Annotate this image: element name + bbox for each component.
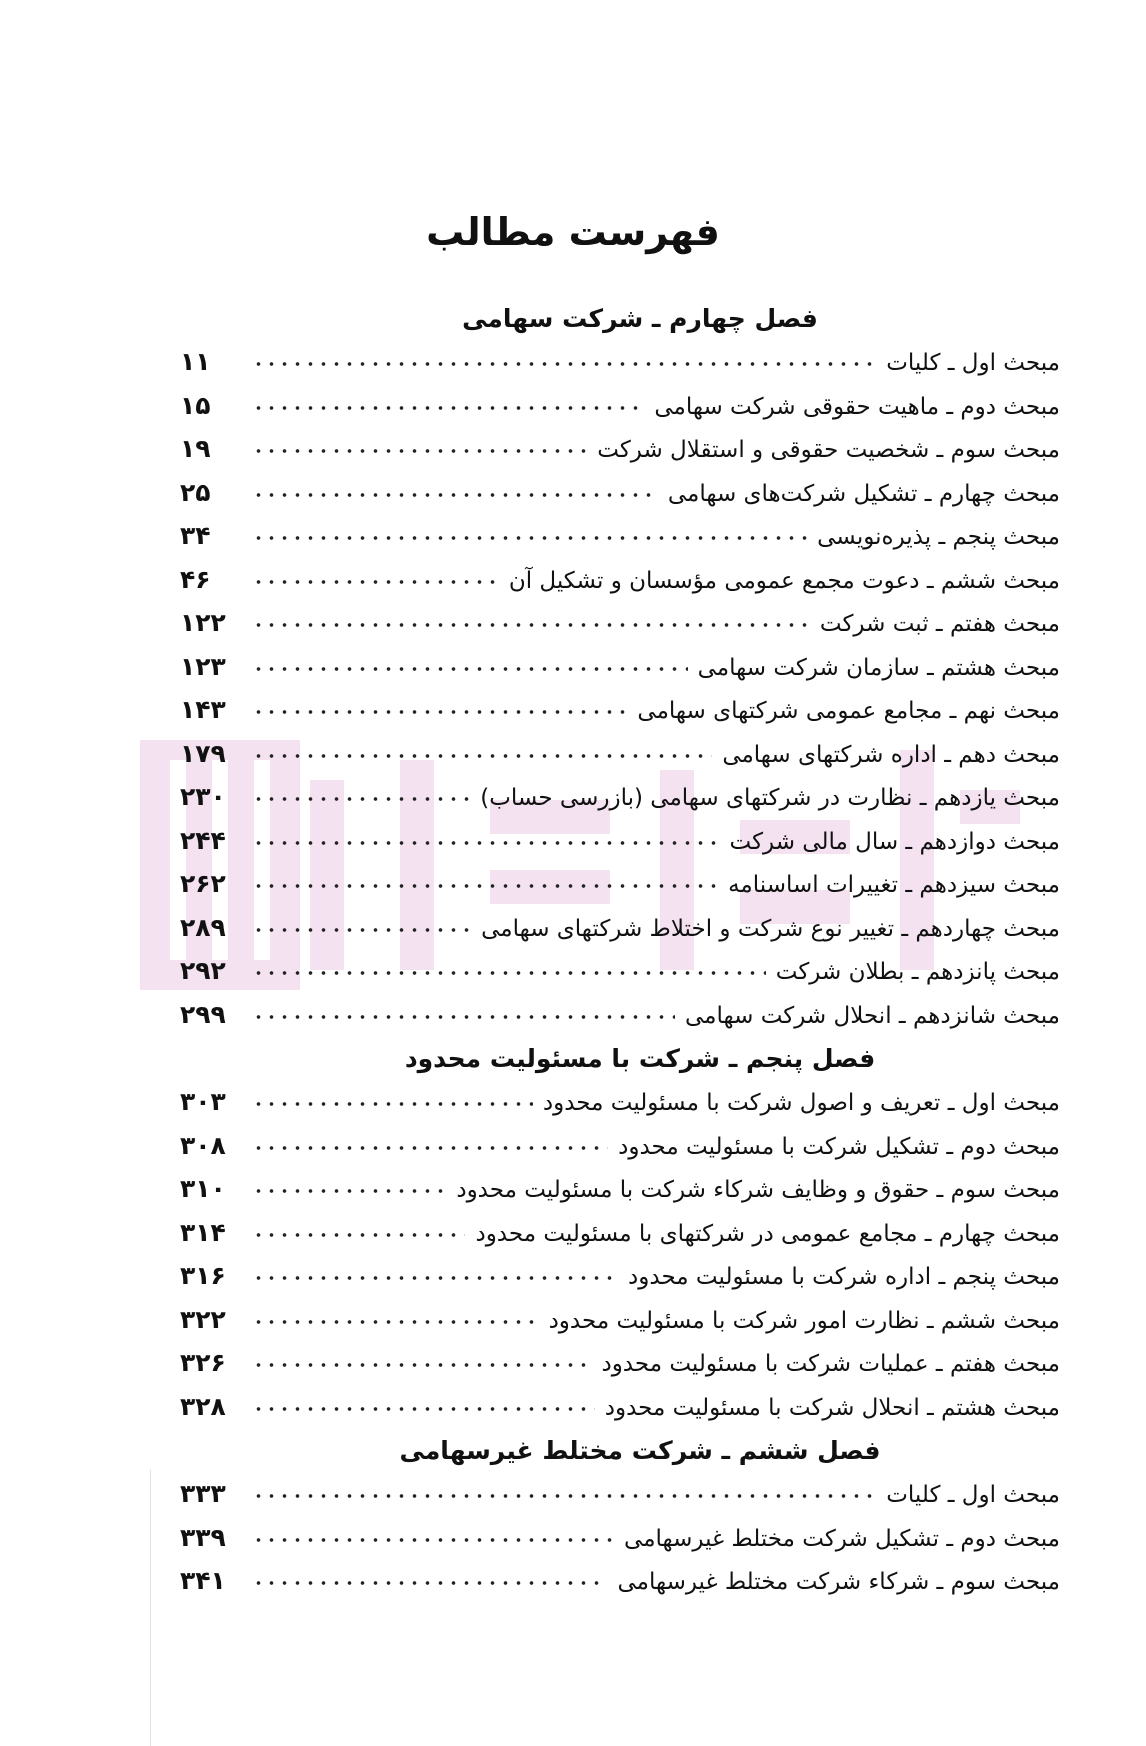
page-number: ۲۳۰: [180, 782, 226, 811]
page-number: ۴۶: [180, 564, 211, 594]
entry-label: مبحث هفتم ـ عملیات شرکت با مسئولیت محدود: [601, 1351, 1060, 1377]
entry-label: مبحث چهاردهم ـ تغییر نوع شرکت و اختلاط شرکتهای سهامی: [481, 915, 1060, 942]
entry-label: مبحث شانزدهم ـ انحلال شرکت سهامی: [685, 1002, 1060, 1029]
page-number: ۲۸۹: [180, 912, 226, 942]
dot-leader: [252, 1011, 675, 1023]
entry-label: مبحث یازدهم ـ نظارت در شرکتهای سهامی (بازرسی حساب): [480, 785, 1060, 811]
entry-label: مبحث چهارم ـ مجامع عمومی در شرکتهای با مسئولیت محدود: [475, 1220, 1060, 1247]
entry-label: مبحث اول ـ کلیات: [886, 1482, 1060, 1508]
chapter-heading: فصل ششم ـ شرکت مختلط غیرسهامی: [399, 1436, 881, 1465]
toc-entry: [180, 340, 1060, 384]
page-number: ۱۱: [180, 347, 211, 376]
page-number: ۱۹: [180, 434, 211, 463]
toc-entry: [180, 645, 1060, 689]
dot-leader: [252, 1185, 446, 1197]
dot-leader: [252, 793, 470, 805]
toc-entry: [180, 427, 1060, 471]
toc-entry: [180, 732, 1060, 776]
dot-leader: [252, 750, 712, 762]
dot-leader: [252, 1534, 614, 1546]
dot-leader: [252, 402, 644, 414]
dot-leader: [252, 967, 766, 979]
entry-label: مبحث پنجم ـ اداره شرکت با مسئولیت محدود: [628, 1264, 1060, 1290]
toc-entry: [180, 1472, 1060, 1516]
dot-leader: [252, 663, 688, 675]
toc-entry: [180, 688, 1060, 732]
entry-label: مبحث هفتم ـ ثبت شرکت: [819, 611, 1060, 637]
dot-leader: [252, 1142, 608, 1154]
toc-entry: [180, 949, 1060, 993]
entry-label: مبحث سوم ـ شرکاء شرکت مختلط غیرسهامی: [617, 1569, 1060, 1595]
toc-entry: [180, 1341, 1060, 1385]
entry-label: مبحث هشتم ـ انحلال شرکت با مسئولیت محدود: [604, 1394, 1060, 1421]
entry-label: مبحث دوم ـ تشکیل شرکت مختلط غیرسهامی: [624, 1525, 1060, 1552]
dot-leader: [252, 1577, 607, 1589]
chapter-heading: فصل چهارم ـ شرکت سهامی: [462, 304, 818, 333]
toc-entry: [180, 1254, 1060, 1298]
page-number: ۳۳۳: [180, 1479, 226, 1508]
page-number: ۱۷۹: [180, 738, 226, 768]
dot-leader: [252, 924, 471, 936]
table-of-contents: [180, 298, 1060, 1603]
page-number: ۳۲۸: [180, 1391, 226, 1421]
dot-leader: [252, 619, 810, 631]
page-number: ۳۲۲: [180, 1304, 226, 1334]
dot-leader: [252, 880, 718, 892]
toc-entry: [180, 993, 1060, 1037]
entry-label: مبحث ششم ـ دعوت مجمع عمومی مؤسسان و تشکیل آن: [508, 567, 1060, 594]
dot-leader: [252, 1490, 876, 1502]
page-title: فهرست مطالب: [426, 210, 720, 254]
dot-leader: [252, 1272, 618, 1284]
entry-label: مبحث دوم ـ ماهیت حقوقی شرکت سهامی: [654, 393, 1060, 420]
entry-label: مبحث سوم ـ شخصیت حقوقی و استقلال شرکت: [597, 437, 1060, 463]
toc-entry: [180, 1385, 1060, 1429]
page-number: ۳۴۱: [180, 1566, 226, 1595]
dot-leader: [252, 1359, 591, 1371]
entry-label: مبحث هشتم ـ سازمان شرکت سهامی: [697, 654, 1060, 681]
toc-entry: [180, 819, 1060, 863]
toc-entry: [180, 514, 1060, 558]
chapter-heading: فصل پنجم ـ شرکت با مسئولیت محدود: [404, 1044, 876, 1073]
toc-entry: [180, 384, 1060, 428]
entry-label: مبحث ششم ـ نظارت امور شرکت با مسئولیت محدود: [548, 1307, 1060, 1334]
page-number: ۳۲۶: [180, 1348, 226, 1377]
page-number: ۲۶۲: [180, 869, 226, 898]
entry-label: مبحث دوازدهم ـ سال مالی شرکت: [729, 828, 1060, 855]
toc-entry: [180, 906, 1060, 950]
page-number: ۳۰۳: [180, 1087, 226, 1116]
page-number: ۲۴۴: [180, 825, 226, 855]
dot-leader: [252, 358, 876, 370]
page-number: ۲۹۹: [180, 999, 226, 1029]
dot-leader: [252, 837, 719, 849]
entry-label: مبحث نهم ـ مجامع عمومی شرکتهای سهامی: [637, 698, 1060, 724]
toc-entry: [180, 1516, 1060, 1560]
dot-leader: [252, 1316, 539, 1328]
page-number: ۳۴: [180, 521, 211, 550]
dot-leader: [252, 445, 587, 457]
page-number: ۳۳۹: [180, 1522, 226, 1552]
toc-entry: [180, 775, 1060, 819]
toc-entry: [180, 601, 1060, 645]
dot-leader: [252, 1098, 533, 1110]
page-number: ۳۱۰: [180, 1174, 226, 1203]
dot-leader: [252, 489, 658, 501]
page-number: ۱۵: [180, 390, 211, 420]
toc-entry: [180, 1167, 1060, 1211]
page-number: ۱۲۲: [180, 608, 226, 637]
toc-section: [180, 1430, 1060, 1603]
entry-label: مبحث دهم ـ اداره شرکتهای سهامی: [722, 741, 1060, 768]
dot-leader: [252, 706, 627, 718]
toc-section: [180, 1038, 1060, 1428]
dot-leader: [252, 576, 499, 588]
entry-label: مبحث چهارم ـ تشکیل شرکت‌های سهامی: [667, 480, 1060, 507]
dot-leader: [252, 1229, 465, 1241]
entry-label: مبحث دوم ـ تشکیل شرکت با مسئولیت محدود: [618, 1133, 1060, 1160]
page-number: ۳۱۶: [180, 1261, 226, 1290]
entry-label: مبحث اول ـ کلیات: [886, 350, 1060, 376]
toc-entry: [180, 471, 1060, 515]
toc-entry: [180, 1124, 1060, 1168]
toc-entry: [180, 1211, 1060, 1255]
toc-entry: [180, 1298, 1060, 1342]
toc-entry: [180, 862, 1060, 906]
toc-entry: [180, 558, 1060, 602]
toc-entry: [180, 1080, 1060, 1124]
page-number: ۳۰۸: [180, 1130, 226, 1160]
dot-leader: [252, 532, 807, 544]
dot-leader: [252, 1403, 595, 1415]
page-number: ۳۱۴: [180, 1217, 226, 1247]
page-edge-line: [150, 1470, 151, 1746]
entry-label: مبحث سیزدهم ـ تغییرات اساسنامه: [728, 872, 1060, 898]
entry-label: مبحث اول ـ تعریف و اصول شرکت با مسئولیت محدود: [542, 1090, 1060, 1116]
toc-section: [180, 298, 1060, 1036]
entry-label: مبحث پنجم ـ پذیره‌نویسی: [817, 524, 1060, 550]
page-number: ۱۲۳: [180, 651, 226, 681]
toc-entry: [180, 1559, 1060, 1603]
page-number: ۲۵: [180, 477, 211, 507]
page-number: ۱۴۳: [180, 695, 226, 724]
page-number: ۲۹۲: [180, 956, 226, 985]
entry-label: مبحث پانزدهم ـ بطلان شرکت: [775, 959, 1060, 985]
entry-label: مبحث سوم ـ حقوق و وظایف شرکاء شرکت با مسئولیت محدود: [456, 1177, 1060, 1203]
